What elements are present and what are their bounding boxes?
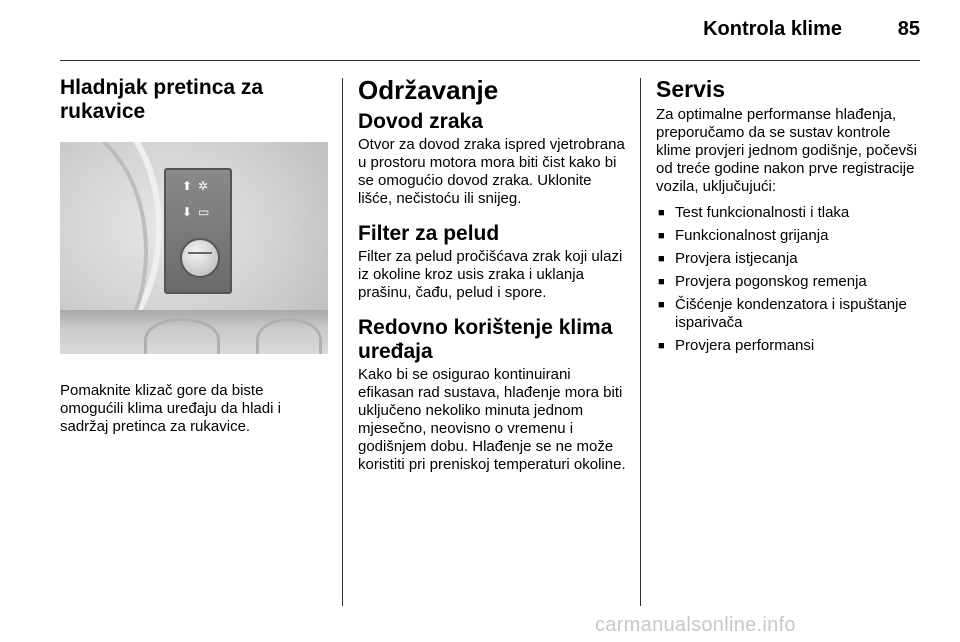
air-intake-heading: Dovod zraka [358, 110, 483, 133]
bullet-icon: ■ [658, 207, 665, 219]
page-number: 85 [897, 18, 920, 40]
bullet-icon: ■ [658, 230, 665, 242]
slider-panel [164, 168, 232, 294]
header-divider [60, 60, 920, 61]
pollen-filter-text: Filter za pelud pročišćava zrak koji ulazi iz okoline kroz usis zraka i uklanja prašinu, čađu, pelud i spore. [358, 248, 623, 301]
watermark: carmanualsonline.info [595, 614, 796, 636]
service-intro: Za optimalne performanse hlađenja, preporučamo da se sustav kontrole klime provjeri jednom godišnje, počevši od treće godine nakon prve registracije vozila, uključujući: [656, 106, 917, 195]
service-heading: Servis [656, 76, 726, 102]
list-item: ■ Čišćenje kondenzatora i ispuštanje isparivača [658, 296, 907, 331]
service-checklist [656, 204, 924, 355]
regular-use-heading: Redovno korištenje klima uređaja [358, 316, 613, 363]
arrow-up-icon: ⬆ [182, 179, 193, 193]
bullet-icon: ■ [658, 299, 665, 311]
column-divider-2 [640, 78, 641, 606]
column-maintenance [358, 76, 628, 474]
air-intake-text: Otvor za dovod zraka ispred vjetrobrana u prostoru motora mora biti čist kako bi se omogućio dovod zraka. Uklonite lišće, nečistoću ili snijeg. [358, 136, 625, 207]
maintenance-heading: Održavanje [358, 75, 499, 105]
column-divider-1 [342, 78, 343, 606]
pollen-filter-heading: Filter za pelud [358, 222, 500, 245]
column-service [656, 76, 924, 360]
regular-use-text: Kako bi se osigurao kontinuirani efikasan rad sustava, hlađenje mora biti uključeno nekoliko minuta jednom mjesečno, neovisno o vremenu i godišnjem dobu. Hlađenje se ne može koristiti pri preniskoj temperaturi okoline. [358, 366, 626, 473]
slider-knob [180, 238, 220, 278]
glovebox-heading: Hladnjak pretinca za rukavice [60, 76, 264, 123]
list-item: ■ Test funkcionalnosti i tlaka [658, 204, 850, 221]
glovebox-caption: Pomaknite klizač gore da biste omogućili klima uređaju da hladi i sadržaj pretinca za rukavice. [60, 382, 281, 435]
glovebox-slider-photo [60, 142, 328, 354]
list-item: ■ Provjera pogonskog remenja [658, 273, 867, 290]
snowflake-icon: ✲ [198, 179, 209, 193]
list-item: ■ Provjera istjecanja [658, 250, 798, 267]
page-header-title: Kontrola klime [703, 18, 842, 40]
arrow-down-icon: ⬇ [182, 205, 193, 219]
column-glovebox [60, 76, 328, 436]
bullet-icon: ■ [658, 340, 665, 352]
box-icon: ▭ [198, 205, 210, 219]
list-item: ■ Provjera performansi [658, 337, 815, 354]
bullet-icon: ■ [658, 253, 665, 265]
bullet-icon: ■ [658, 276, 665, 288]
list-item: ■ Funkcionalnost grijanja [658, 227, 829, 244]
